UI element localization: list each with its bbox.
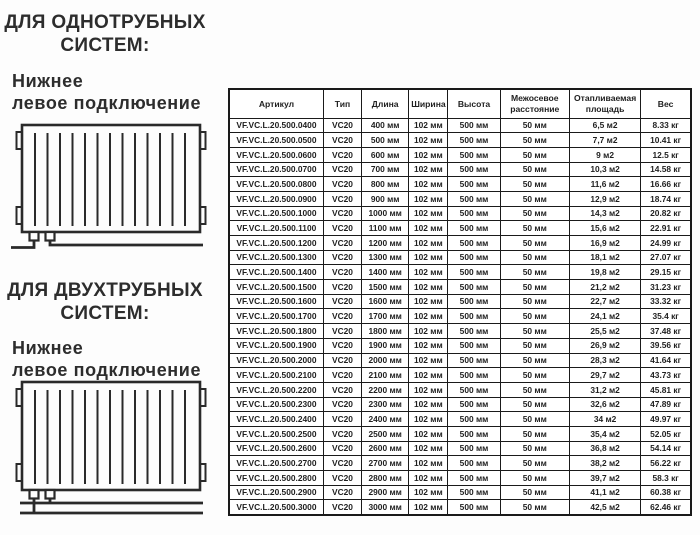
table-cell: 25,5 м2 — [569, 324, 640, 339]
table-cell: 500 мм — [448, 324, 500, 339]
heading-line-2: СИСТЕМ: — [60, 302, 150, 324]
table-cell: 500 мм — [448, 280, 500, 295]
table-cell: 62.46 кг — [641, 500, 691, 515]
table-cell: VF.VC.L.20.500.1400 — [229, 265, 323, 280]
table-cell: VC20 — [323, 177, 361, 192]
table-row — [229, 294, 691, 309]
table-cell: 102 мм — [409, 236, 448, 251]
section-heading-single-pipe — [0, 12, 210, 57]
table-cell: 2000 мм — [362, 353, 409, 368]
table-cell: 24,1 м2 — [569, 309, 640, 324]
table-cell: 102 мм — [409, 338, 448, 353]
table-cell: 50 мм — [500, 382, 569, 397]
table-cell: 41,1 м2 — [569, 485, 640, 500]
table-cell: VF.VC.L.20.500.1300 — [229, 250, 323, 265]
table-cell: 50 мм — [500, 191, 569, 206]
heading-line-1: ДЛЯ ДВУХТРУБНЫХ — [7, 280, 203, 301]
table-cell: 26,9 м2 — [569, 338, 640, 353]
table-cell: 12,9 м2 — [569, 191, 640, 206]
table-cell: 50 мм — [500, 250, 569, 265]
table-cell: 45.81 кг — [641, 382, 691, 397]
table-cell: VC20 — [323, 324, 361, 339]
radiator-diagram-two-pipe — [4, 374, 216, 524]
table-cell: VC20 — [323, 250, 361, 265]
table-cell: VF.VC.L.20.500.2900 — [229, 485, 323, 500]
table-cell: 500 мм — [448, 118, 500, 133]
table-cell: VF.VC.L.20.500.2300 — [229, 397, 323, 412]
table-cell: 102 мм — [409, 221, 448, 236]
table-cell: VC20 — [323, 485, 361, 500]
table-cell: 1100 мм — [362, 221, 409, 236]
table-cell: 102 мм — [409, 265, 448, 280]
table-cell: 102 мм — [409, 412, 448, 427]
table-cell: 50 мм — [500, 309, 569, 324]
table-cell: 50 мм — [500, 500, 569, 515]
table-cell: 2600 мм — [362, 441, 409, 456]
left-info-panel — [0, 0, 222, 535]
table-row — [229, 191, 691, 206]
table-cell: 500 мм — [448, 177, 500, 192]
table-row — [229, 118, 691, 133]
table-cell: 102 мм — [409, 309, 448, 324]
table-cell: 50 мм — [500, 441, 569, 456]
table-cell: 50 мм — [500, 118, 569, 133]
table-cell: 102 мм — [409, 133, 448, 148]
table-cell: 35,4 м2 — [569, 426, 640, 441]
table-cell: VC20 — [323, 441, 361, 456]
table-cell: VF.VC.L.20.500.1900 — [229, 338, 323, 353]
table-row — [229, 250, 691, 265]
table-cell: 102 мм — [409, 382, 448, 397]
table-row — [229, 133, 691, 148]
connection-label-single-pipe — [12, 71, 222, 114]
table-cell: 102 мм — [409, 456, 448, 471]
table-row — [229, 397, 691, 412]
column-header: Ширина — [409, 89, 448, 118]
table-row — [229, 382, 691, 397]
table-row — [229, 353, 691, 368]
table-cell: 35.4 кг — [641, 309, 691, 324]
table-cell: VC20 — [323, 280, 361, 295]
table-cell: VC20 — [323, 236, 361, 251]
table-row — [229, 368, 691, 383]
table-row — [229, 280, 691, 295]
table-cell: 1600 мм — [362, 294, 409, 309]
table-cell: 24.99 кг — [641, 236, 691, 251]
table-cell: 2300 мм — [362, 397, 409, 412]
table-cell: VC20 — [323, 221, 361, 236]
specifications-table — [228, 88, 692, 516]
table-cell: 102 мм — [409, 441, 448, 456]
table-cell: 102 мм — [409, 206, 448, 221]
connection-line-1: Нижнее — [12, 338, 84, 358]
heading-line-2: СИСТЕМ: — [60, 34, 150, 56]
table-cell: VF.VC.L.20.500.2500 — [229, 426, 323, 441]
table-cell: 19,8 м2 — [569, 265, 640, 280]
table-cell: 10.41 кг — [641, 133, 691, 148]
table-cell: VC20 — [323, 426, 361, 441]
table-cell: 102 мм — [409, 250, 448, 265]
table-cell: 29.15 кг — [641, 265, 691, 280]
table-cell: VF.VC.L.20.500.1100 — [229, 221, 323, 236]
table-cell: 102 мм — [409, 280, 448, 295]
table-cell: VC20 — [323, 265, 361, 280]
table-cell: 102 мм — [409, 147, 448, 162]
table-cell: VF.VC.L.20.500.0900 — [229, 191, 323, 206]
table-cell: 500 мм — [448, 265, 500, 280]
table-cell: 1200 мм — [362, 236, 409, 251]
table-cell: VF.VC.L.20.500.2600 — [229, 441, 323, 456]
table-cell: 500 мм — [448, 426, 500, 441]
section-two-pipe-systems — [0, 280, 222, 381]
table-cell: 18.74 кг — [641, 191, 691, 206]
table-cell: 50 мм — [500, 294, 569, 309]
table-cell: VF.VC.L.20.500.2800 — [229, 471, 323, 486]
table-cell: VF.VC.L.20.500.1700 — [229, 309, 323, 324]
table-cell: 500 мм — [448, 294, 500, 309]
table-row — [229, 338, 691, 353]
table-cell: 50 мм — [500, 147, 569, 162]
table-row — [229, 485, 691, 500]
table-cell: 50 мм — [500, 236, 569, 251]
table-cell: 50 мм — [500, 133, 569, 148]
table-cell: 1000 мм — [362, 206, 409, 221]
table-cell: 14.58 кг — [641, 162, 691, 177]
table-cell: 102 мм — [409, 294, 448, 309]
radiator-diagram-single-pipe — [4, 112, 216, 254]
table-cell: VF.VC.L.20.500.3000 — [229, 500, 323, 515]
table-cell: VC20 — [323, 118, 361, 133]
table-cell: 102 мм — [409, 118, 448, 133]
table-row — [229, 412, 691, 427]
table-cell: 50 мм — [500, 426, 569, 441]
table-cell: 50 мм — [500, 397, 569, 412]
table-cell: 500 мм — [448, 309, 500, 324]
column-header: Артикул — [229, 89, 323, 118]
table-cell: 50 мм — [500, 412, 569, 427]
table-cell: VF.VC.L.20.500.2700 — [229, 456, 323, 471]
table-cell: 42,5 м2 — [569, 500, 640, 515]
table-cell: 9 м2 — [569, 147, 640, 162]
table-cell: VC20 — [323, 412, 361, 427]
table-cell: VC20 — [323, 368, 361, 383]
table-cell: VC20 — [323, 456, 361, 471]
section-heading-two-pipe — [0, 280, 210, 325]
table-cell: 500 мм — [448, 206, 500, 221]
connection-line-2: левое подключение — [12, 92, 202, 113]
table-cell: 500 мм — [362, 133, 409, 148]
table-cell: 58.3 кг — [641, 471, 691, 486]
table-cell: 22.91 кг — [641, 221, 691, 236]
table-cell: 1900 мм — [362, 338, 409, 353]
table-cell: 8.33 кг — [641, 118, 691, 133]
table-body — [229, 118, 691, 515]
column-header: Вес — [641, 89, 691, 118]
table-cell: 41.64 кг — [641, 353, 691, 368]
table-cell: VC20 — [323, 162, 361, 177]
table-cell: 2800 мм — [362, 471, 409, 486]
table-cell: 102 мм — [409, 485, 448, 500]
table-cell: 1800 мм — [362, 324, 409, 339]
table-cell: 102 мм — [409, 353, 448, 368]
heading-line-1: ДЛЯ ОДНОТРУБНЫХ — [4, 12, 206, 33]
table-cell: 12.5 кг — [641, 147, 691, 162]
table-cell: 600 мм — [362, 147, 409, 162]
table-cell: 500 мм — [448, 236, 500, 251]
column-header: Отапливаемая площадь — [569, 89, 640, 118]
table-cell: 43.73 кг — [641, 368, 691, 383]
table-cell: VF.VC.L.20.500.1500 — [229, 280, 323, 295]
table-cell: 31,2 м2 — [569, 382, 640, 397]
table-cell: VF.VC.L.20.500.0500 — [229, 133, 323, 148]
table-cell: 50 мм — [500, 324, 569, 339]
table-row — [229, 456, 691, 471]
table-cell: 500 мм — [448, 500, 500, 515]
table-cell: VF.VC.L.20.500.2000 — [229, 353, 323, 368]
table-cell: 500 мм — [448, 485, 500, 500]
table-row — [229, 309, 691, 324]
table-cell: VF.VC.L.20.500.2200 — [229, 382, 323, 397]
table-cell: 500 мм — [448, 162, 500, 177]
table-cell: 16.66 кг — [641, 177, 691, 192]
table-cell: 27.07 кг — [641, 250, 691, 265]
table-cell: 7,7 м2 — [569, 133, 640, 148]
table-cell: 700 мм — [362, 162, 409, 177]
table-cell: VC20 — [323, 191, 361, 206]
table-cell: VC20 — [323, 397, 361, 412]
table-cell: 2400 мм — [362, 412, 409, 427]
table-cell: 102 мм — [409, 324, 448, 339]
table-cell: 1700 мм — [362, 309, 409, 324]
table-cell: 18,1 м2 — [569, 250, 640, 265]
table-row — [229, 426, 691, 441]
table-row — [229, 265, 691, 280]
table-cell: 102 мм — [409, 191, 448, 206]
table-row — [229, 206, 691, 221]
table-cell: VF.VC.L.20.500.0600 — [229, 147, 323, 162]
table-cell: VC20 — [323, 294, 361, 309]
table-cell: 500 мм — [448, 412, 500, 427]
table-cell: 50 мм — [500, 162, 569, 177]
table-cell: 39,7 м2 — [569, 471, 640, 486]
table-row — [229, 441, 691, 456]
table-cell: 31.23 кг — [641, 280, 691, 295]
table-cell: 500 мм — [448, 147, 500, 162]
table-cell: VC20 — [323, 382, 361, 397]
table-cell: VC20 — [323, 133, 361, 148]
table-cell: 22,7 м2 — [569, 294, 640, 309]
table-row — [229, 500, 691, 515]
table-cell: 500 мм — [448, 250, 500, 265]
table-cell: 50 мм — [500, 265, 569, 280]
table-cell: 33.32 кг — [641, 294, 691, 309]
table-cell: 2100 мм — [362, 368, 409, 383]
table-cell: 900 мм — [362, 191, 409, 206]
table-cell: 50 мм — [500, 206, 569, 221]
table-cell: 21,2 м2 — [569, 280, 640, 295]
table-cell: 50 мм — [500, 280, 569, 295]
table-cell: 29,7 м2 — [569, 368, 640, 383]
table-cell: 15,6 м2 — [569, 221, 640, 236]
table-cell: 2500 мм — [362, 426, 409, 441]
section-single-pipe-systems — [0, 12, 222, 114]
table-cell: 500 мм — [448, 221, 500, 236]
table-cell: 50 мм — [500, 221, 569, 236]
table-cell: 400 мм — [362, 118, 409, 133]
table-cell: 500 мм — [448, 471, 500, 486]
connection-line-1: Нижнее — [12, 71, 84, 91]
table-cell: 500 мм — [448, 368, 500, 383]
table-cell: 50 мм — [500, 485, 569, 500]
table-row — [229, 221, 691, 236]
table-cell: 49.97 кг — [641, 412, 691, 427]
table-cell: VF.VC.L.20.500.1800 — [229, 324, 323, 339]
table-header-row — [229, 89, 691, 118]
table-cell: 2900 мм — [362, 485, 409, 500]
table-cell: VC20 — [323, 500, 361, 515]
table-cell: 500 мм — [448, 456, 500, 471]
table-cell: 47.89 кг — [641, 397, 691, 412]
table-cell: 102 мм — [409, 397, 448, 412]
table-cell: 50 мм — [500, 471, 569, 486]
column-header: Межосевое расстояние — [500, 89, 569, 118]
table-cell: 500 мм — [448, 441, 500, 456]
table-cell: 500 мм — [448, 191, 500, 206]
table-cell: 50 мм — [500, 353, 569, 368]
table-cell: 2200 мм — [362, 382, 409, 397]
table-row — [229, 147, 691, 162]
table-row — [229, 324, 691, 339]
table-cell: 28,3 м2 — [569, 353, 640, 368]
table-cell: 102 мм — [409, 162, 448, 177]
table-row — [229, 177, 691, 192]
table-cell: 1400 мм — [362, 265, 409, 280]
table-row — [229, 236, 691, 251]
table-cell: 16,9 м2 — [569, 236, 640, 251]
table-cell: 20.82 кг — [641, 206, 691, 221]
table-row — [229, 471, 691, 486]
table-cell: 36,8 м2 — [569, 441, 640, 456]
table-cell: 6,5 м2 — [569, 118, 640, 133]
table-cell: VF.VC.L.20.500.2400 — [229, 412, 323, 427]
table-cell: 500 мм — [448, 338, 500, 353]
table-cell: VF.VC.L.20.500.1200 — [229, 236, 323, 251]
connection-line-2: левое подключение — [12, 359, 202, 380]
table-cell: 50 мм — [500, 177, 569, 192]
column-header: Тип — [323, 89, 361, 118]
table-cell: 10,3 м2 — [569, 162, 640, 177]
table-cell: 1500 мм — [362, 280, 409, 295]
table-cell: 2700 мм — [362, 456, 409, 471]
table-row — [229, 162, 691, 177]
table-cell: VF.VC.L.20.500.1000 — [229, 206, 323, 221]
table-cell: 50 мм — [500, 368, 569, 383]
table-cell: VF.VC.L.20.500.2100 — [229, 368, 323, 383]
table-cell: 500 мм — [448, 353, 500, 368]
table-cell: VF.VC.L.20.500.1600 — [229, 294, 323, 309]
table-cell: VF.VC.L.20.500.0700 — [229, 162, 323, 177]
table-cell: 500 мм — [448, 133, 500, 148]
table-cell: 14,3 м2 — [569, 206, 640, 221]
table-cell: 52.05 кг — [641, 426, 691, 441]
table-cell: 102 мм — [409, 426, 448, 441]
table-cell: VC20 — [323, 309, 361, 324]
table-cell: 3000 мм — [362, 500, 409, 515]
table-cell: 37.48 кг — [641, 324, 691, 339]
table-cell: VC20 — [323, 471, 361, 486]
table-cell: 102 мм — [409, 368, 448, 383]
table-cell: 34 м2 — [569, 412, 640, 427]
table-cell: VC20 — [323, 338, 361, 353]
table-cell: 50 мм — [500, 456, 569, 471]
table-cell: 32,6 м2 — [569, 397, 640, 412]
table-cell: VF.VC.L.20.500.0800 — [229, 177, 323, 192]
table-cell: VC20 — [323, 353, 361, 368]
table-cell: 1300 мм — [362, 250, 409, 265]
table-cell: 500 мм — [448, 382, 500, 397]
table-cell: 11,6 м2 — [569, 177, 640, 192]
column-header: Высота — [448, 89, 500, 118]
table-cell: 54.14 кг — [641, 441, 691, 456]
table-cell: 102 мм — [409, 177, 448, 192]
table-cell: 102 мм — [409, 500, 448, 515]
table-cell: 102 мм — [409, 471, 448, 486]
table-cell: 500 мм — [448, 397, 500, 412]
table-cell: 39.56 кг — [641, 338, 691, 353]
table-cell: 38,2 м2 — [569, 456, 640, 471]
column-header: Длина — [362, 89, 409, 118]
table-cell: 56.22 кг — [641, 456, 691, 471]
table-cell: VC20 — [323, 147, 361, 162]
table-cell: 800 мм — [362, 177, 409, 192]
table-cell: 50 мм — [500, 338, 569, 353]
table-cell: VF.VC.L.20.500.0400 — [229, 118, 323, 133]
table-cell: 60.38 кг — [641, 485, 691, 500]
table-cell: VC20 — [323, 206, 361, 221]
